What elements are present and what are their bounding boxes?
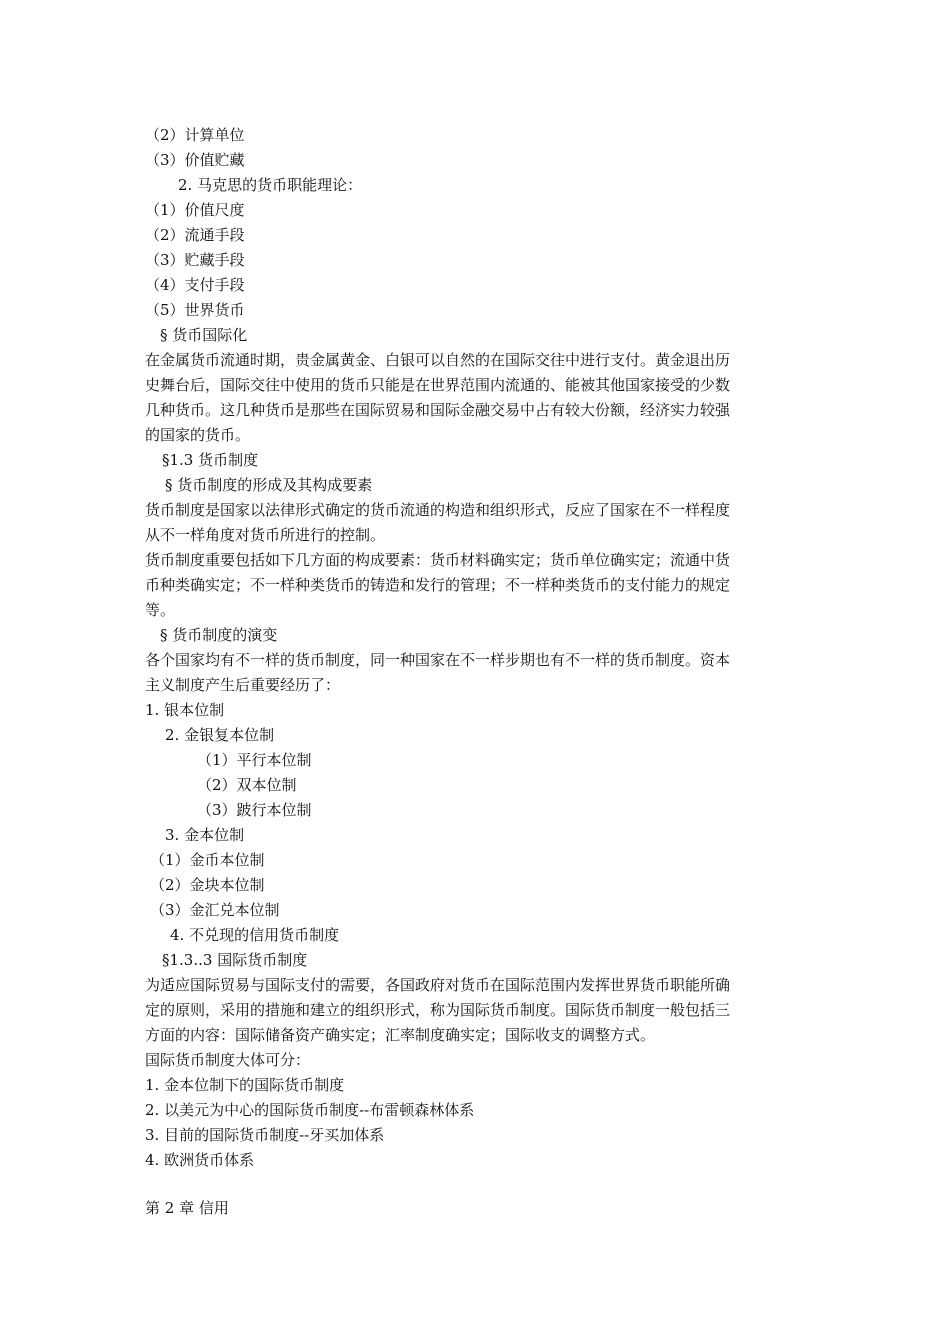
chapter-heading: 第 2 章 信用 [145, 1199, 229, 1217]
section-heading: § 货币制度的形成及其构成要素 [165, 476, 373, 494]
text-line: （4）支付手段 [145, 276, 245, 294]
section-heading: § 货币国际化 [160, 326, 248, 344]
list-item: （3）金汇兑本位制 [150, 901, 280, 919]
text-line: 主义制度产生后重要经历了： [145, 676, 341, 694]
text-line: 各个国家均有不一样的货币制度，同一种国家在不一样步期也有不一样的货币制度。资本 [145, 651, 731, 669]
text-line: 定的原则，采用的措施和建立的组织形式，称为国际货币制度。国际货币制度一般包括三 [145, 1001, 731, 1019]
text-line: 2. 马克思的货币职能理论： [178, 176, 363, 194]
list-item: 3. 目前的国际货币制度--牙买加体系 [145, 1126, 385, 1144]
text-line: （3）价值贮藏 [145, 151, 245, 169]
text-line: 为适应国际贸易与国际支付的需要，各国政府对货币在国际范围内发挥世界货币职能所确 [145, 976, 731, 994]
text-line: （2）计算单位 [145, 126, 245, 144]
text-line: 从不一样角度对货币所进行的控制。 [145, 526, 386, 544]
text-line: （5）世界货币 [145, 301, 245, 319]
text-line: 货币制度重要包括如下几方面的构成要素：货币材料确实定；货币单位确实定；流通中货 [145, 551, 731, 569]
list-item: 2. 以美元为中心的国际货币制度--布雷顿森林体系 [145, 1101, 475, 1119]
text-line: 在金属货币流通时期，贵金属黄金、白银可以自然的在国际交往中进行支付。黄金退出历 [145, 351, 731, 369]
text-line: （2）流通手段 [145, 226, 245, 244]
text-line: 几种货币。这几种货币是那些在国际贸易和国际金融交易中占有较大份额，经济实力较强 [145, 401, 731, 419]
text-line: 货币制度是国家以法律形式确定的货币流通的构造和组织形式，反应了国家在不一样程度 [145, 501, 731, 519]
list-item: 4. 欧洲货币体系 [145, 1151, 255, 1169]
list-item: 4. 不兑现的信用货币制度 [170, 926, 340, 944]
text-line: 等。 [145, 601, 176, 619]
section-heading: §1.3..3 国际货币制度 [162, 951, 308, 969]
text-line: 币种类确实定；不一样种类货币的铸造和发行的管理；不一样种类货币的支付能力的规定 [145, 576, 731, 594]
list-item: 1. 金本位制下的国际货币制度 [145, 1076, 345, 1094]
section-heading: § 货币制度的演变 [160, 626, 278, 644]
list-item: 1. 银本位制 [145, 701, 225, 719]
list-item: （1）金币本位制 [150, 851, 265, 869]
text-line: （3）贮藏手段 [145, 251, 245, 269]
text-line: 方面的内容：国际储备资产确实定；汇率制度确实定；国际收支的调整方式。 [145, 1026, 656, 1044]
list-item: 3. 金本位制 [165, 826, 245, 844]
text-line: 国际货币制度大体可分： [145, 1051, 311, 1069]
list-item: （3）跛行本位制 [197, 801, 312, 819]
text-line: 史舞台后，国际交往中使用的货币只能是在世界范围内流通的、能被其他国家接受的少数 [145, 376, 731, 394]
text-line: （1）价值尺度 [145, 201, 245, 219]
list-item: 2. 金银复本位制 [165, 726, 275, 744]
list-item: （1）平行本位制 [197, 751, 312, 769]
list-item: （2）双本位制 [197, 776, 297, 794]
list-item: （2）金块本位制 [150, 876, 265, 894]
section-heading: §1.3 货币制度 [162, 451, 259, 469]
text-line: 的国家的货币。 [145, 426, 251, 444]
